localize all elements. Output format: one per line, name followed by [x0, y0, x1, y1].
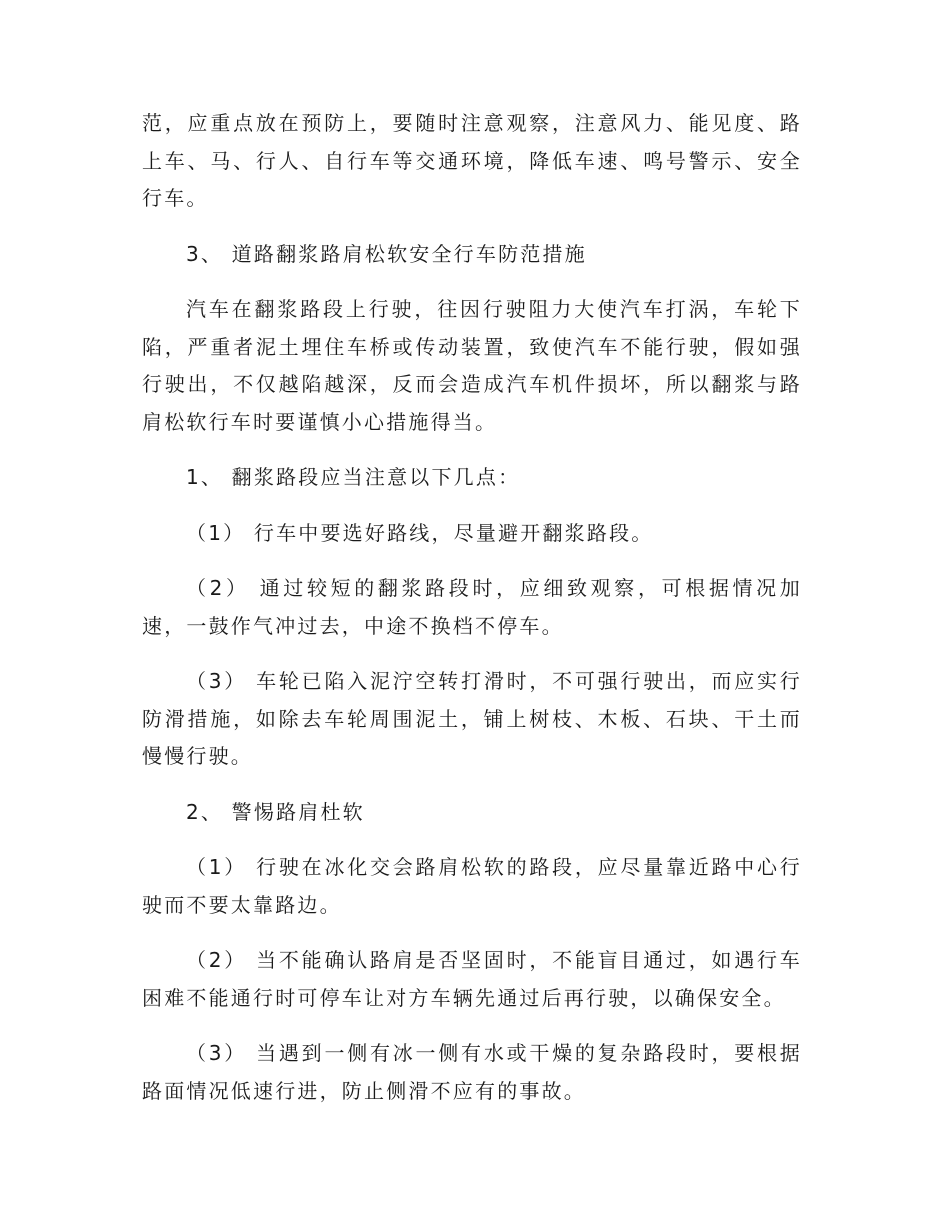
list-item: （2） 当不能确认路肩是否坚固时，不能盲目通过，如遇行车困难不能通行时可停车让对方车辆先通过后再行驶，以确保安全。: [142, 948, 802, 1010]
section-heading-3: 3、 道路翻浆路肩松软安全行车防范措施: [186, 241, 587, 266]
subsection-heading-1: 1、 翻浆路段应当注意以下几点：: [186, 465, 521, 489]
list-item: （1） 行驶在冰化交会路肩松软的路段，应尽量靠近路中心行驶而不要太靠路边。: [142, 855, 802, 917]
subsection-heading-2: 2、 警惕路肩杜软: [186, 799, 365, 824]
paragraph-continuation: 范，应重点放在预防上，要随时注意观察，注意风力、能见度、路上车、马、行人、自行车等交通环境，降低车速、鸣号警示、安全行车。: [142, 111, 802, 210]
list-item: （2） 通过较短的翻浆路段时，应细致观察，可根据情况加速，一鼓作气冲过去，中途不换档不停车。: [142, 576, 802, 638]
list-item: （3） 当遇到一侧有冰一侧有水或干燥的复杂路段时，要根据路面情况低速行进，防止侧滑不应有的事故。: [142, 1041, 802, 1103]
list-item: （3） 车轮已陷入泥泞空转打滑时，不可强行驶出，而应实行防滑措施，如除去车轮周围泥土，铺上树枝、木板、石块、干土而慢慢行驶。: [142, 669, 802, 768]
paragraph-body: 汽车在翻浆路段上行驶，往因行驶阻力大使汽车打涡，车轮下陷，严重者泥土埋住车桥或传动装置，致使汽车不能行驶，假如强行驶出，不仅越陷越深，反而会造成汽车机件损坏，所以翻浆与路肩松软行车时要谨慎小心措施得当。: [142, 297, 802, 434]
list-item: （1） 行车中要选好路线，尽量避开翻浆路段。: [186, 520, 654, 545]
document-body: [142, 105, 802, 1128]
